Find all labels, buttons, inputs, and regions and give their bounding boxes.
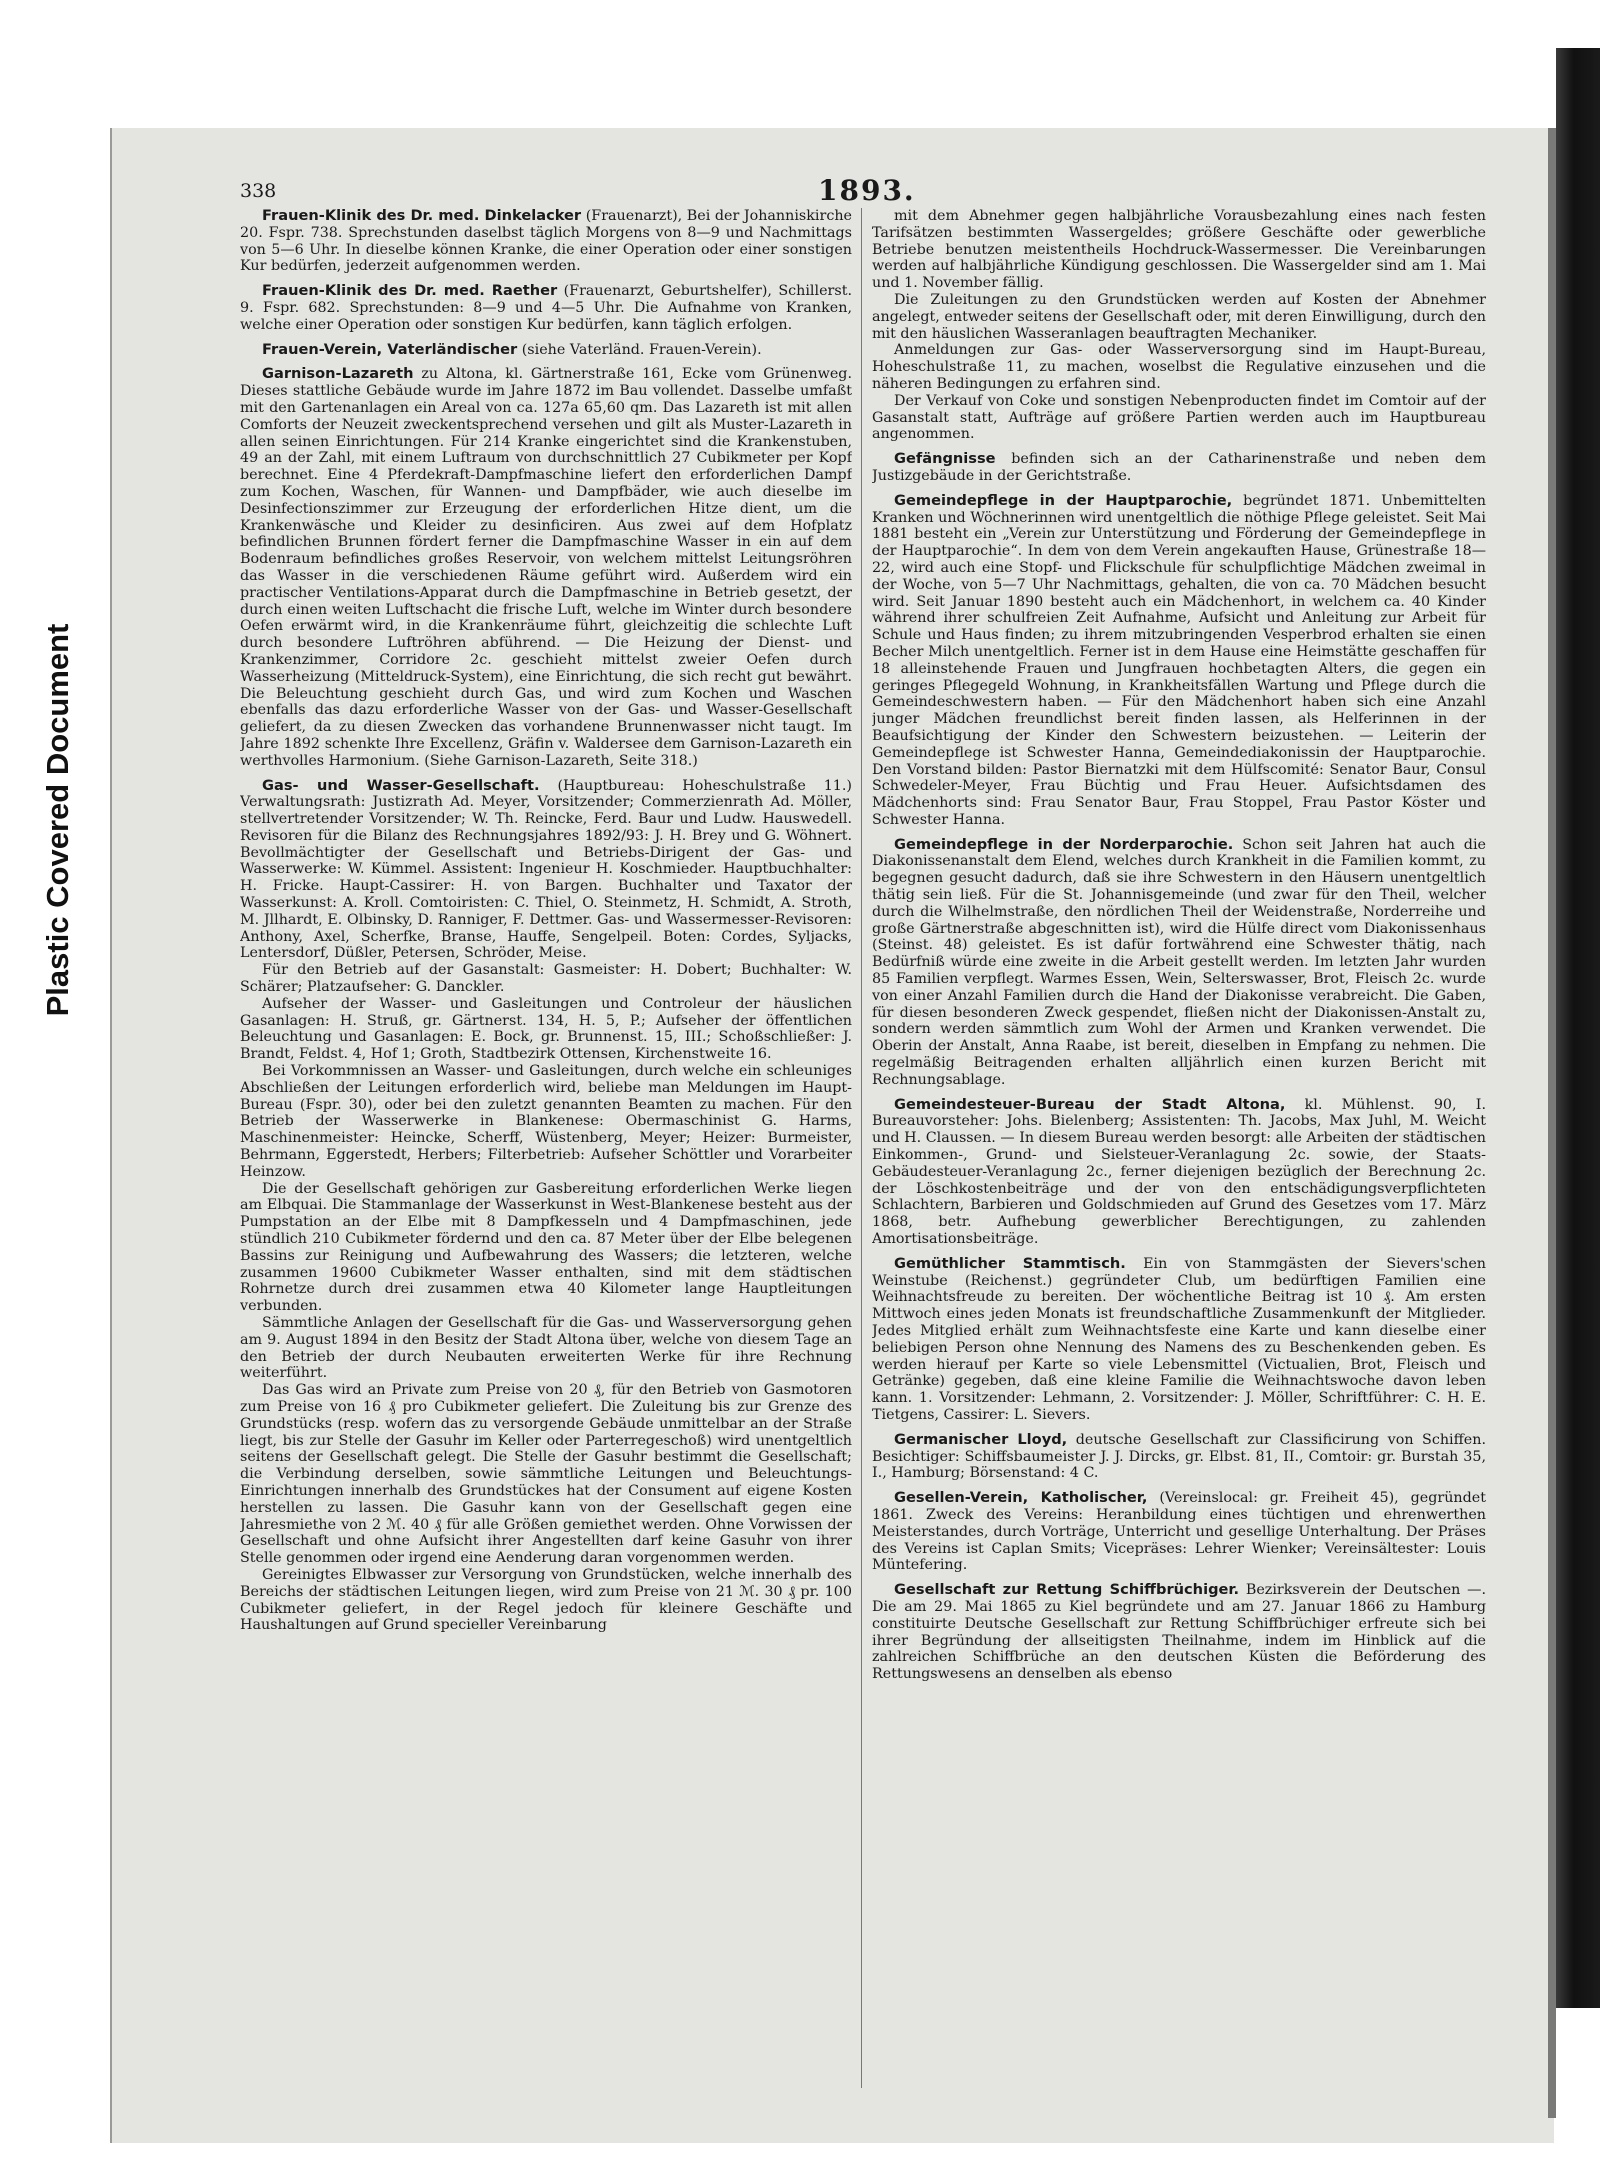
entry-text: begründet 1871. Unbemittelten Kranken und Wöchnerinnen wird unentgeltlich die nöthige Pflege geleistet. Seit Mai 1881 besteht ein „Verein zur Unterstützung und Förderung der Gemeindepflege in der Hauptparochie“. In dem von dem Verein angekauften Hause, Grünestraße 18—22, wird auch eine Stopf- und Flickschule für schulpflichtige Mädchen zweimal in der Woche, von 5—7 Uhr Nachmittags, gehalten, die von ca. 70 Mädchen besucht wird. Seit Januar 1890 besteht auch ein Mädchenhort, in welchem ca. 40 Kinder während ihrer schulfreien Zeit Aufnahme, Aufsicht und Anleitung zur Arbeit für Schule und Haus finden; zu ihrem mitzubringenden Vesperbrod erhalten sie einen Becher Milch unentgeltlich. Ferner ist in dem Hause eine Heimstätte geschaffen für 18 alleinstehende Frauen und Jungfrauen hochbetagten Alters, die gegen ein geringes Pflegegeld Wohnung, in Krankheitsfällen Wartung und Pflege durch die Gemeindeschwestern haben. — Für den Mädchenhort haben sich eine Anzahl junger Mädchen freundlichst bereit finden lassen, als Helferinnen in der Beaufsichtigung der Kinder den Schwestern beizustehen. — Leiterin der Gemeindepflege ist Schwester Hanna, Gemeindediakonissin der Hauptparochie. Den Vorstand bilden: Pastor Biernatzki mit dem Hülfscomité: Senator Baur, Consul Schwedeler-Meyer, Frau Büchtig und Frau Heuer. Aufsichtsdamen des Mädchenhorts sind: Frau Senator Baur, Frau Stoppel, Frau Pastor Köster und Schwester Hanna. — [872, 492, 1486, 828]
entry-heading: Gemeindesteuer-Bureau der Stadt Altona, — [894, 1095, 1286, 1113]
directory-entry — [872, 493, 1486, 829]
directory-entry — [872, 837, 1486, 1089]
entry-text: (siehe Vaterländ. Frauen-Verein). — [521, 341, 762, 358]
directory-entry — [872, 208, 1486, 443]
entry-paragraph — [872, 292, 1486, 342]
entry-heading: Gesellen-Verein, Katholischer, — [894, 1489, 1148, 1507]
entry-text: Anmeldungen zur Gas- oder Wasserversorgung sind im Haupt-Bureau, Hoheschulstraße 11, zu machen, woselbst die Regulative einzusehen und die näheren Bedingungen zu erfahren sind. — [872, 342, 1486, 392]
entry-text: Die der Gesellschaft gehörigen zur Gasbereitung erforderlichen Werke liegen am Elbquai. Die Stammanlage der Wasserkunst in West-Blankenese besteht aus der Pumpstation an der Elbe mit 8 Dampfkesseln und 4 Dampfmaschinen, jede stündlich 210 Cubikmeter fördernd und den ca. 87 Meter über der Elbe belegenen Bassins zur Reinigung und Aufbewahrung des Wassers; die letzteren, welche zusammen 19600 Cubikmeter Wasser enthalten, sind mit dem städtischen Rohrnetze durch drei zusammen etwa 40 Kilometer lange Hauptleitungen verbunden. — [240, 1180, 852, 1315]
entry-text: befinden sich an der Catharinenstraße und neben dem Justizgebäude in der Gerichtstraße. — [872, 451, 1486, 484]
entry-paragraph — [872, 393, 1486, 443]
entry-text: Bei Vorkommnissen an Wasser- und Gasleitungen, durch welche ein schleuniges Abschließen der Leitungen erforderlich wird, beliebe man Meldungen im Haupt-Bureau (Fspr. 30), oder bei den zuletzt genannten Beamten zu machen. Für den Betrieb der Wasserwerke in Blankenese: Obermaschinist G. Harms, Maschinenmeister: Heincke, Scherff, Wüstenberg, Meyer; Heizer: Burmeister, Behrmann, Eggerstedt, Herbers; Filterbetrieb: Aufseher Schöttler und Vorarbeiter Heinzow. — [240, 1063, 852, 1180]
directory-entry — [872, 1256, 1486, 1424]
entry-paragraph — [872, 1432, 1486, 1482]
entry-text: (Hauptbureau: Hoheschulstraße 11.) Verwaltungsrath: Justizrath Ad. Meyer, Vorsitzender; Commerzienrath Ad. Möller, stellvertretender Vorsitzender; W. Th. Reincke, Ferd. Baur und Ludw. Hauswedell. Revisoren für die Bilanz des Rechnungsjahres 1892/93: J. H. Brey und G. Wöhnert. Bevollmächtigter der Gesellschaft und Betriebs-Dirigent der Gas- und Wasserwerke: W. Kümmel. Assistent: Ingenieur H. Koschmieder. Hauptbuchhalter: H. Fricke. Haupt-Cassirer: H. von Bargen. Buchhalter und Taxator der Wasserkunst: A. Kroll. Comtoiristen: C. Thiel, O. Steinmetz, H. Schmidt, A. Stroth, M. Jllhardt, E. Olbinsky, D. Ranniger, F. Dettmer. Gas- und Wassermesser-Revisoren: Anthony, Axel, Scherfke, Branse, Hauffe, Sengelpeil. Boten: Cordes, Syljacks, Lentersdorf, Düßler, Petersen, Schröder, Meise. — [240, 777, 852, 962]
entry-paragraph — [240, 1567, 852, 1634]
entry-paragraph — [240, 1315, 852, 1382]
directory-entry — [872, 1432, 1486, 1482]
directory-entry — [240, 778, 852, 1635]
entry-text: kl. Mühlenst. 90, I. Bureauvorsteher: Johs. Bielenberg; Assistenten: Th. Jacobs, Max Juhl, M. Weicht und H. Claussen. — In diesem Bureau werden besorgt: alle Arbeiten der städtischen Einkommen-, Grund- und Sielsteuer-Veranlagung 2c. sowie, der Staats-Gebäudesteuer-Veranlagung 2c., ferner diejenigen bezüglich der Berechnung 2c. der Löschkostenbeiträge und der von den entschädigungsverpflichteten Schlachtern, Barbieren und Goldschmieden auf Grund des Gesetzes vom 17. März 1868, betr. Aufhebung gewerblicher Berechtigungen, zu zahlenden Amortisationsbeiträge. — [872, 1096, 1486, 1248]
directory-entry — [240, 208, 852, 275]
left-column — [240, 208, 852, 2088]
entry-heading: Frauen-Verein, Vaterländischer — [262, 340, 518, 358]
directory-entry — [240, 366, 852, 769]
entry-paragraph — [872, 451, 1486, 485]
entry-paragraph — [872, 493, 1486, 829]
entry-paragraph — [240, 996, 852, 1063]
entry-heading: Gemeindepflege in der Hauptparochie, — [894, 491, 1233, 509]
entry-text: Das Gas wird an Private zum Preise von 20 ₰, für den Betrieb von Gasmotoren zum Preise von 16 ₰ pro Cubikmeter geliefert. Die Zuleitung bis zur Grenze des Grundstücks (resp. wofern das zu versorgende Gebäude unmittelbar an der Straße liegt, bis zur Stelle der Gasuhr im Keller oder Parterregeschoß) wird unentgeltlich seitens der Gesellschaft gelegt. Die Stelle der Gasuhr bestimmt die Gesellschaft; die Verbindung derselben, sowie sämmtliche Leitungen und Beleuchtungs-Einrichtungen innerhalb des Grundstückes hat der Consument auf eigene Kosten herstellen zu lassen. Die Gasuhr kann von der Gesellschaft gegen eine Jahresmiethe von 2 ℳ. 40 ₰ für alle Größen gemiethet werden. Ohne Vorwissen der Gesellschaft und ohne Aufsicht ihrer Angestellten darf keine Gasuhr von ihrer Stelle genommen oder irgend eine Aenderung daran vorgenommen werden. — [240, 1382, 852, 1567]
entry-text: Aufseher der Wasser- und Gasleitungen und Controleur der häuslichen Gasanlagen: H. Struß, gr. Gärtnerst. 134, H. 5, P.; Aufseher der öffentlichen Beleuchtung und Gasanlagen: E. Bock, gr. Brunnenst. 15, III.; Schoßschließer: J. Brandt, Feldst. 4, Hof 1; Groth, Stadtbezirk Ottensen, Kirchenstweite 16. — [240, 995, 852, 1063]
entry-paragraph — [240, 1382, 852, 1567]
entry-text: Schon seit Jahren hat auch die Diakonissenanstalt dem Elend, welches durch Krankheit in die Familien kommt, zu begegnen gesucht dadurch, daß sie ihre Schwestern in den Häusern unentgeltlich thätig sein ließ. Für die St. Johannisgemeinde (und zwar für den Theil, welcher durch die Wilhelmstraße, den nördlichen Theil der Weidenstraße, Norderreihe und große Gärtnerstraße abgeschnitten ist), wird die Hülfe direct vom Diakonissenhaus (Steinst. 48) geleistet. Es ist dafür fortwährend eine Schwester thätig, nach Bedürfniß würde eine zweite in die Arbeit gestellt werden. Im letzten Jahr wurden 85 Familien verpflegt. Warmes Essen, Wein, Selterswasser, Brot, Fleisch 2c. wurde von einer Anzahl Familien durch die Hand der Diakonisse verabreicht. Die Gaben, für diesen besonderen Zweck gespendet, fließen nicht der Diakonissen-Anstalt zu, sondern werden sämmtlich zum Wohl der Armen und Kranken verwendet. Die Oberin der Anstalt, Anna Raabe, ist bereit, dieselben in Empfang zu nehmen. Die regelmäßig Beitragenden erhalten alljährlich einen kurzen Bericht mit Rechnungsablage. — [872, 836, 1486, 1088]
directory-entry — [872, 1490, 1486, 1574]
entry-paragraph — [872, 1097, 1486, 1248]
side-label — [28, 540, 88, 1100]
entry-paragraph — [240, 283, 852, 333]
entry-text: Sämmtliche Anlagen der Gesellschaft für die Gas- und Wasserversorgung gehen am 9. August 1894 in den Besitz der Stadt Altona über, welche von diesem Tage an den Betrieb der durch Neubauten erweiterten Werke für ihre Rechnung weiterführt. — [240, 1315, 852, 1382]
entry-paragraph — [240, 208, 852, 275]
entry-heading: Gesellschaft zur Rettung Schiffbrüchiger. — [894, 1581, 1240, 1599]
entry-heading: Garnison-Lazareth — [262, 365, 414, 383]
entry-paragraph — [240, 962, 852, 996]
entry-heading: Germanischer Lloyd, — [894, 1430, 1068, 1448]
entry-text: (Frauenarzt, Geburtshelfer), Schillerst. 9. Fspr. 682. Sprechstunden: 8—9 und 4—5 Uhr. Die Aufnahme von Kranken, welche einer Operation oder sonstigen Kur bedürfen, kann täglich erfolgen. — [240, 283, 852, 333]
directory-entry — [240, 342, 852, 359]
entry-text: Der Verkauf von Coke und sonstigen Nebenproducten findet im Comtoir auf der Gasanstalt statt, Aufträge auf größere Partien werden auch im Hauptbureau angenommen. — [872, 392, 1486, 443]
entry-text: Für den Betrieb auf der Gasanstalt: Gasmeister: H. Dobert; Buchhalter: W. Schärer; Platzaufseher: G. Danckler. — [240, 962, 852, 996]
entry-paragraph — [240, 778, 852, 963]
entry-paragraph — [240, 1181, 852, 1315]
entry-text: Die Zuleitungen zu den Grundstücken werden auf Kosten der Abnehmer angelegt, entweder seitens der Gesellschaft oder, mit deren Einwilligung, durch den mit den häuslichen Wasseranlagen beauftragten Mechaniker. — [872, 291, 1486, 342]
directory-entry — [872, 1582, 1486, 1683]
entry-text: Ein von Stammgästen der Sievers'schen Weinstube (Reichenst.) gegründeter Club, um bedürftigen Familien eine Weihnachtsfreude zu bereiten. Der wöchentliche Beitrag ist 10 ₰. Am ersten Mittwoch eines jeden Monats ist freundschaftliche Zusammenkunft der Mitglieder. Jedes Mitglied erhält zum Weihnachtsfeste eine Karte und kann dieselbe einer beliebigen Person ohne Nennung des Namens des zu Beschenkenden geben. Es werden hierauf per Karte so viele Lebensmittel (Victualien, Brot, Fleisch und Getränke) gegeben, daß eine kleine Familie die Weihnachtswoche davon leben kann. 1. Vorsitzender: Lehmann, 2. Vorsitzender: J. Möller, Schriftführer: C. H. E. Tietgens, Cassirer: L. Sievers. — [872, 1255, 1486, 1423]
entry-text: Bezirksverein der Deutschen —. Die am 29. Mai 1865 zu Kiel begründete und am 27. Januar 1866 zu Hamburg constituirte Deutsche Gesellschaft zur Rettung Schiffbrüchiger erfreute sich bei ihrer Begründung der allseitigsten Theilnahme, indem im Hinblick auf die zahlreichen Schiffbrüche an den deutschen Küsten die Beförderung des Rettungswesens an denselben als ebenso — [872, 1582, 1486, 1683]
page-year: 1893. — [818, 174, 916, 207]
side-label-text: Plastic Covered Document — [40, 623, 75, 1017]
entry-text: zu Altona, kl. Gärtnerstraße 161, Ecke vom Grünenweg. Dieses stattliche Gebäude wurde im Jahre 1872 im Bau vollendet. Dasselbe umfaßt mit den Gartenanlagen ein Areal von ca. 127a 65,60 qm. Das Lazareth ist mit allen Comforts der Neuzeit zweckentsprechend versehen und gilt als Muster-Lazareth in allen seinen Einrichtungen. Für 214 Kranke eingerichtet sind die Krankenstuben, 49 an der Zahl, mit einem Luftraum von durchschnittlich 27 Cubikmeter per Kopf berechnet. Eine 4 Pferdekraft-Dampfmaschine liefert den erforderlichen Dampf zum Kochen, Waschen, für Wannen- und Dampfbäder, wie auch dieselbe im Desinfectionszimmer zur Erzeugung der erforderlichen Hitze dient, um die Krankenwäsche und Kleider zu desinficiren. Aus zwei auf dem Hofplatz befindlichen Brunnen fördert ferner die Dampfmaschine Wasser in ein auf dem Bodenraum befindliches großes Reservoir, von welchem mittelst Leitungsröhren das Wasser in die verschiedenen Räume geführt wird. Außerdem wird ein practischer Ventilations-Apparat durch die Dampfmaschine in Betrieb gesetzt, der durch einen weiten Luftschacht die frische Luft, welche im Winter durch besondere Oefen erwärmt wird, in die Krankenräume führt, gleichzeitig die schlechte Luft durch besondere Luftröhren abführend. — Die Heizung der Dienst- und Krankenzimmer, Corridore 2c. geschieht mittelst zweier Oefen durch Wasserheizung (Mitteldruck-System), eine Einrichtung, die sich recht gut bewährt. Die Beleuchtung geschieht durch Gas, und wird zum Kochen und Waschen ebenfalls das dazu erforderliche Wasser von der Gas- und Wasser-Gesellschaft geliefert, da zu diesen Zwecken das vorhandene Brunnenwasser nicht taugt. Im Jahre 1892 schenkte Ihre Excellenz, Gräfin v. Waldersee dem Garnison-Lazareth ein werthvolles Harmonium. (Siehe Garnison-Lazareth, Seite 318.) — [240, 366, 852, 769]
page-number: 338 — [240, 180, 277, 202]
entry-paragraph — [872, 1490, 1486, 1574]
entry-paragraph — [872, 1582, 1486, 1683]
directory-entry — [240, 283, 852, 333]
entry-paragraph — [872, 1256, 1486, 1424]
book-spine-edge — [1556, 48, 1600, 2008]
column-divider — [861, 208, 862, 2088]
entry-heading: Frauen-Klinik des Dr. med. Raether — [262, 282, 558, 300]
entry-paragraph — [872, 342, 1486, 392]
right-column — [872, 208, 1486, 2088]
directory-entry — [872, 1097, 1486, 1248]
entry-heading: Gas- und Wasser-Gesellschaft. — [262, 776, 540, 794]
entry-paragraph — [872, 208, 1486, 292]
page-edge-shadow — [1548, 128, 1556, 2118]
entry-paragraph — [240, 1063, 852, 1181]
entry-text: Gereinigtes Elbwasser zur Versorgung von Grundstücken, welche innerhalb des Bereichs der städtischen Leitungen liegen, wird zum Preise von 21 ℳ. 30 ₰ pr. 100 Cubikmeter geliefert, in der Regel jedoch für kleinere Geschäfte und Haushaltungen auf Grund specieller Vereinbarung — [240, 1566, 852, 1634]
entry-heading: Frauen-Klinik des Dr. med. Dinkelacker — [262, 208, 582, 224]
entry-paragraph — [240, 366, 852, 769]
entry-heading: Gemüthlicher Stammtisch. — [894, 1254, 1126, 1272]
directory-entry — [872, 451, 1486, 485]
page-header — [240, 174, 1498, 210]
entry-paragraph — [872, 837, 1486, 1089]
entry-text: (Frauenarzt), Bei der Johanniskirche 20. Fspr. 738. Sprechstunden daselbst täglich Morgens von 8—9 und Nachmittags von 5—6 Uhr. In dieselbe können Kranke, die einer Operation oder einer sonstigen Kur bedürfen, jederzeit aufgenommen werden. — [240, 208, 852, 275]
entry-text: mit dem Abnehmer gegen halbjährliche Vorausbezahlung eines nach festen Tarifsätzen bestimmten Wassergeldes; größere Geschäfte oder gewerbliche Betriebe benutzen meistentheils Hochdruck-Wassermesser. Die Vereinbarungen werden auf halbjährliche Kündigung geschlossen. Die Wassergelder sind am 1. Mai und 1. November fällig. — [872, 208, 1486, 292]
entry-text: deutsche Gesellschaft zur Classificirung von Schiffen. Besichtiger: Schiffsbaumeister J. J. Dircks, gr. Elbst. 81, II., Comtoir: gr. Burstah 35, I., Hamburg; Börsenstand: 4 C. — [872, 1431, 1486, 1482]
entry-heading: Gefängnisse — [894, 450, 996, 468]
entry-heading: Gemeindepflege in der Norderparochie. — [894, 835, 1234, 853]
entry-text: (Vereinslocal: gr. Freiheit 45), gegründet 1861. Zweck des Vereins: Heranbildung eines tüchtigen und ehrenwerthen Meisterstandes, durch Vorträge, Unterricht und gesellige Unterhaltung. Der Präses des Vereins ist Caplan Smits; Vicepräses: Lehrer Wienker; Vereinsältester: Louis Müntefering. — [872, 1490, 1486, 1574]
entry-paragraph — [240, 342, 852, 359]
